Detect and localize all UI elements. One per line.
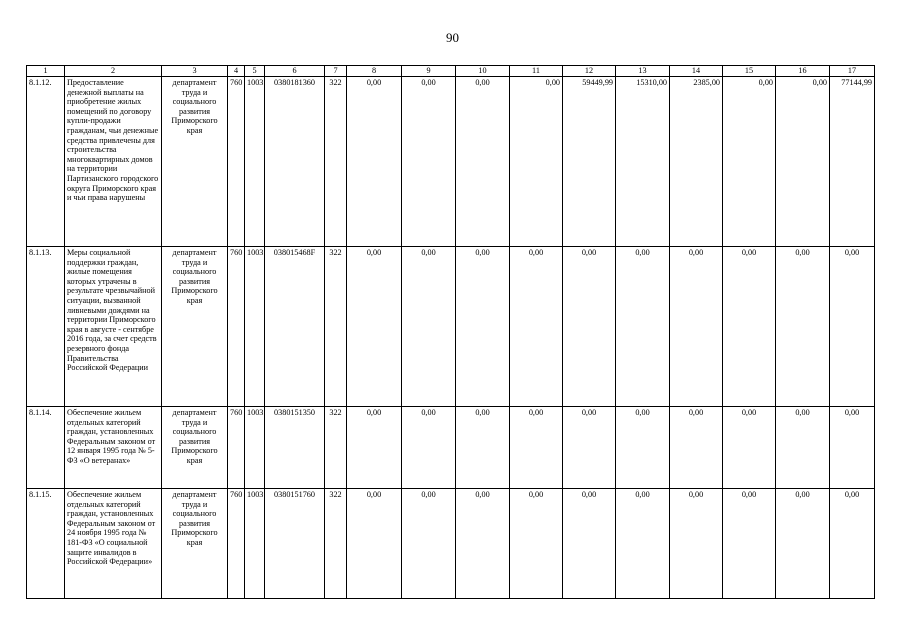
column-header: 8 — [347, 66, 402, 77]
row-grbs: 760 — [228, 489, 245, 599]
row-value: 0,00 — [776, 247, 830, 407]
row-code: 8.1.15. — [27, 489, 65, 599]
column-header: 17 — [830, 66, 875, 77]
row-value: 0,00 — [347, 77, 402, 247]
row-value: 0,00 — [402, 407, 456, 489]
row-executor: департамент труда и социального развития Приморского края — [162, 407, 228, 489]
column-header: 10 — [456, 66, 510, 77]
row-csr: 038015468F — [265, 247, 325, 407]
row-value: 0,00 — [723, 489, 776, 599]
row-value: 0,00 — [402, 247, 456, 407]
column-header: 4 — [228, 66, 245, 77]
column-header: 1 — [27, 66, 65, 77]
column-header: 3 — [162, 66, 228, 77]
column-header: 9 — [402, 66, 456, 77]
row-value: 0,00 — [347, 247, 402, 407]
row-value: 0,00 — [776, 489, 830, 599]
row-value: 0,00 — [347, 407, 402, 489]
row-vr: 322 — [325, 489, 347, 599]
row-name: Обеспечение жильем отдельных категорий граждан, установленных Федеральным законом от 12 января 1995 года № 5-ФЗ «О ветеранах» — [65, 407, 162, 489]
row-value: 0,00 — [723, 247, 776, 407]
row-executor: департамент труда и социального развития Приморского края — [162, 489, 228, 599]
row-vr: 322 — [325, 247, 347, 407]
row-name: Предоставление денежной выплаты на приобретение жилых помещений по договору купли-продажи гражданам, чьи денежные средства привлечены для строительства многоквартирных домов на территории Партизанского городского округа Приморского края и чьи права нарушены — [65, 77, 162, 247]
row-value: 0,00 — [563, 489, 616, 599]
row-value: 0,00 — [510, 489, 563, 599]
column-header: 13 — [616, 66, 670, 77]
column-header: 6 — [265, 66, 325, 77]
row-value: 0,00 — [723, 407, 776, 489]
column-number-row — [27, 66, 875, 77]
row-value: 15310,00 — [616, 77, 670, 247]
row-executor: департамент труда и социального развития Приморского края — [162, 247, 228, 407]
row-grbs: 760 — [228, 77, 245, 247]
row-value: 0,00 — [616, 247, 670, 407]
row-grbs: 760 — [228, 407, 245, 489]
row-vr: 322 — [325, 77, 347, 247]
table-row — [27, 77, 875, 247]
row-value: 0,00 — [456, 77, 510, 247]
column-header: 7 — [325, 66, 347, 77]
row-code: 8.1.14. — [27, 407, 65, 489]
row-grbs: 760 — [228, 247, 245, 407]
row-value: 0,00 — [563, 407, 616, 489]
row-value: 0,00 — [402, 489, 456, 599]
row-executor: департамент труда и социального развития Приморского края — [162, 77, 228, 247]
column-header: 16 — [776, 66, 830, 77]
row-value: 0,00 — [402, 77, 456, 247]
table-row — [27, 407, 875, 489]
column-header: 12 — [563, 66, 616, 77]
column-header: 15 — [723, 66, 776, 77]
row-value: 59449,99 — [563, 77, 616, 247]
row-vr: 322 — [325, 407, 347, 489]
row-value: 0,00 — [616, 489, 670, 599]
row-value: 0,00 — [670, 247, 723, 407]
row-value: 0,00 — [563, 247, 616, 407]
row-code: 8.1.12. — [27, 77, 65, 247]
row-rzpr: 1003 — [245, 407, 265, 489]
column-header: 14 — [670, 66, 723, 77]
column-header: 2 — [65, 66, 162, 77]
row-value: 0,00 — [670, 489, 723, 599]
column-header: 11 — [510, 66, 563, 77]
row-name: Меры социальной поддержки граждан, жилые помещения которых утрачены в результате чрезвычайной ситуации, вызванной ливневыми дождями на территории Приморского края в августе - сентябре 2016 года, за счет средств резервного фонда Правительства Российской Федерации — [65, 247, 162, 407]
row-rzpr: 1003 — [245, 247, 265, 407]
row-csr: 0380151760 — [265, 489, 325, 599]
row-value: 0,00 — [347, 489, 402, 599]
table-row — [27, 247, 875, 407]
row-value: 0,00 — [830, 247, 875, 407]
row-code: 8.1.13. — [27, 247, 65, 407]
page-number: 90 — [446, 30, 459, 45]
row-rzpr: 1003 — [245, 77, 265, 247]
row-value: 0,00 — [723, 77, 776, 247]
row-name: Обеспечение жильем отдельных категорий граждан, установленных Федеральным законом от 24 ноября 1995 года № 181-ФЗ «О социальной защите инвалидов в Российской Федерации» — [65, 489, 162, 599]
row-value: 0,00 — [670, 407, 723, 489]
row-value: 77144,99 — [830, 77, 875, 247]
row-csr: 0380151350 — [265, 407, 325, 489]
row-value: 0,00 — [456, 247, 510, 407]
row-rzpr: 1003 — [245, 489, 265, 599]
row-value: 0,00 — [830, 489, 875, 599]
row-value: 0,00 — [510, 77, 563, 247]
table-row — [27, 489, 875, 599]
row-value: 0,00 — [776, 407, 830, 489]
row-csr: 0380181360 — [265, 77, 325, 247]
row-value: 0,00 — [616, 407, 670, 489]
row-value: 0,00 — [456, 407, 510, 489]
row-value: 0,00 — [456, 489, 510, 599]
row-value: 0,00 — [830, 407, 875, 489]
budget-table — [26, 65, 875, 599]
column-header: 5 — [245, 66, 265, 77]
row-value: 0,00 — [510, 407, 563, 489]
row-value: 0,00 — [510, 247, 563, 407]
row-value: 0,00 — [776, 77, 830, 247]
row-value: 2385,00 — [670, 77, 723, 247]
